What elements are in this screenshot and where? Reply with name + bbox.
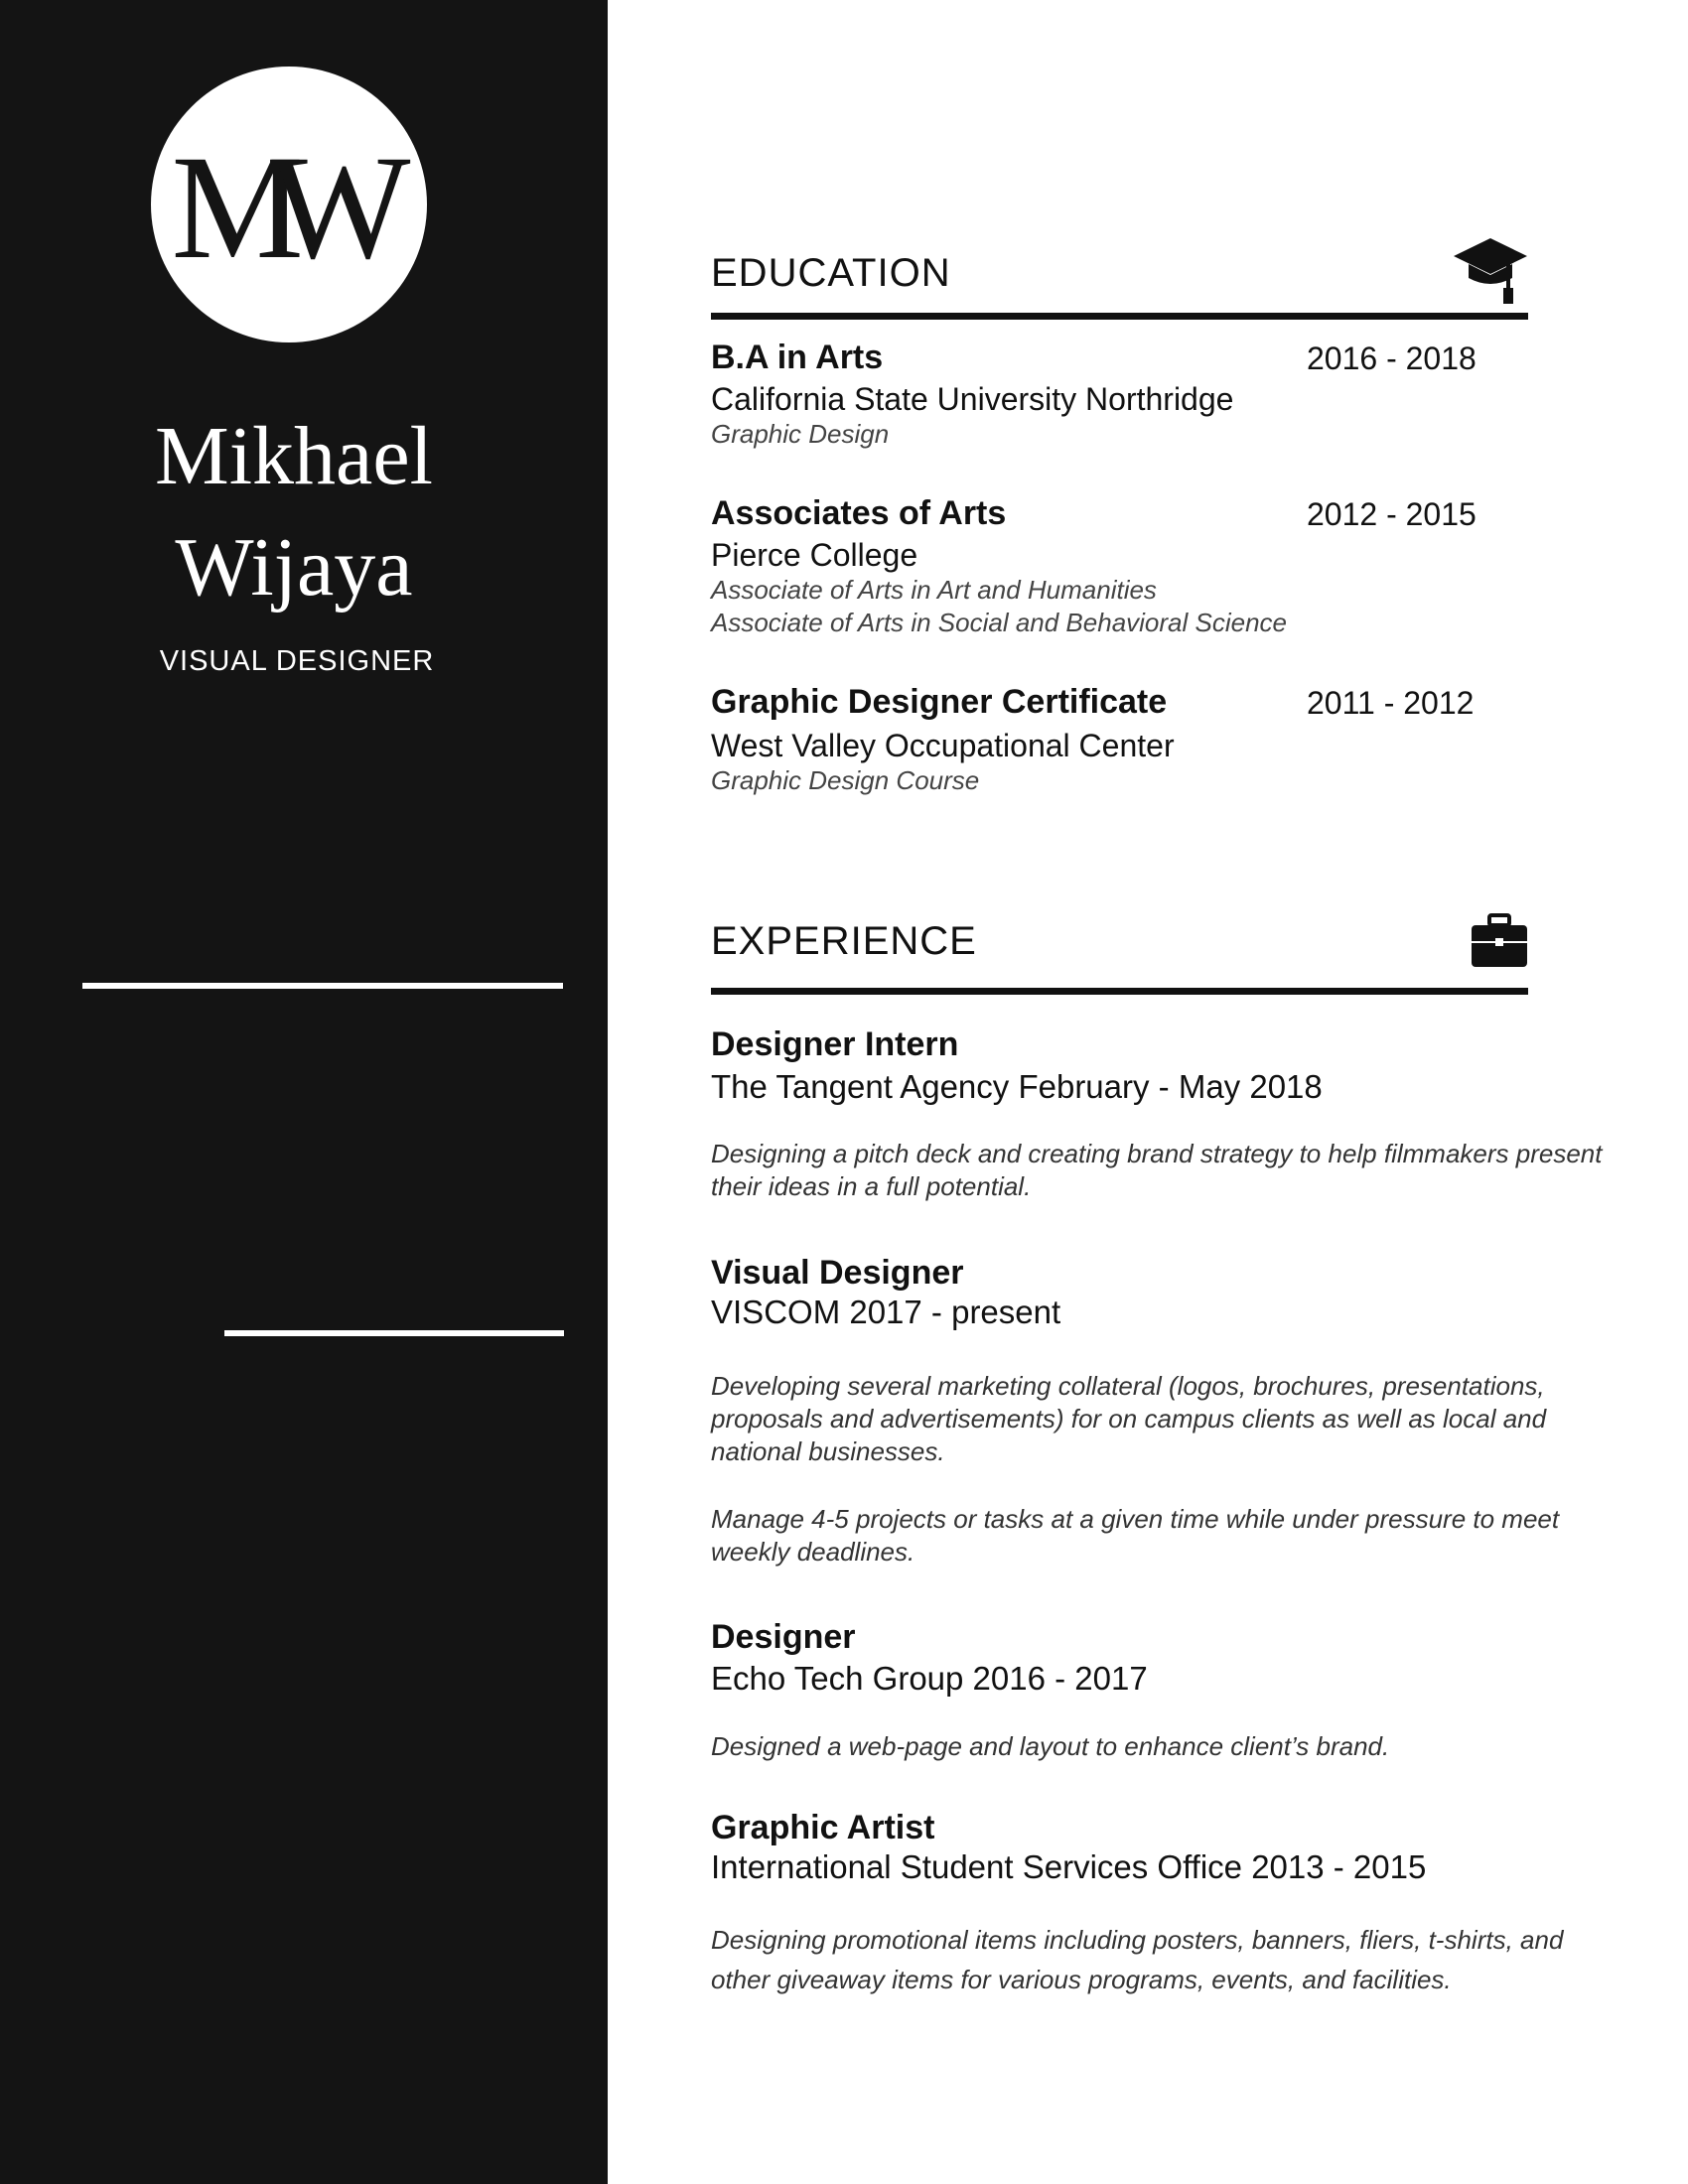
degree-detail: Associate of Arts in Art and Humanities [711, 575, 1157, 605]
monogram-logo [151, 67, 427, 342]
degree-title: B.A in Arts [711, 339, 884, 376]
briefcase-icon [1470, 913, 1529, 974]
monogram-text: MW [171, 125, 377, 290]
role-organization: International Student Services Office 2013 - 2015 [711, 1848, 1427, 1885]
last-name: Wijaya [175, 521, 413, 614]
role-organization: The Tangent Agency February - May 2018 [711, 1068, 1323, 1105]
first-name: Mikhael [155, 410, 433, 502]
role-title: Designer [711, 1618, 856, 1656]
role-title: Graphic Artist [711, 1809, 935, 1846]
role-description: Designing promotional items including posters, banners, fliers, t-shirts, and other giveaway items for various programs, events, and facilities. [711, 1925, 1564, 1994]
role-title: Visual Designer [711, 1254, 964, 1292]
job-title: VISUAL DESIGNER [159, 645, 435, 677]
role-description: Developing several marketing collateral (logos, brochures, presentations, proposals and advertisements) for on campus clients as well as local and national businesses. [711, 1371, 1547, 1466]
degree-title: Associates of Arts [711, 494, 1007, 532]
role-title: Designer Intern [711, 1025, 959, 1063]
school-name: Pierce College [711, 537, 918, 573]
contact-divider [82, 983, 563, 989]
degree-title: Graphic Designer Certificate [711, 683, 1168, 721]
role-description: Designed a web-page and layout to enhance client’s brand. [711, 1731, 1390, 1761]
role-description: Designing a pitch deck and creating brand strategy to help filmmakers present their ideas in a full potential. [711, 1139, 1603, 1201]
sidebar [0, 0, 608, 2184]
experience-divider [711, 988, 1528, 995]
degree-detail: Graphic Design [711, 419, 890, 449]
degree-years: 2011 - 2012 [1307, 685, 1475, 721]
degree-detail: Associate of Arts in Social and Behavioral Science [711, 608, 1288, 637]
education-heading: EDUCATION [711, 251, 951, 295]
skills-divider [224, 1330, 564, 1336]
school-name: West Valley Occupational Center [711, 728, 1175, 763]
education-divider [711, 313, 1528, 320]
role-organization: Echo Tech Group 2016 - 2017 [711, 1660, 1148, 1697]
degree-years: 2012 - 2015 [1307, 496, 1477, 532]
role-description: Manage 4-5 projects or tasks at a given time while under pressure to meet weekly deadlines. [711, 1504, 1560, 1567]
degree-detail: Graphic Design Course [711, 765, 980, 795]
role-organization: VISCOM 2017 - present [711, 1294, 1061, 1330]
graduation-cap-icon [1452, 236, 1529, 311]
school-name: California State University Northridge [711, 381, 1234, 417]
degree-years: 2016 - 2018 [1307, 341, 1477, 376]
experience-heading: EXPERIENCE [711, 919, 977, 963]
